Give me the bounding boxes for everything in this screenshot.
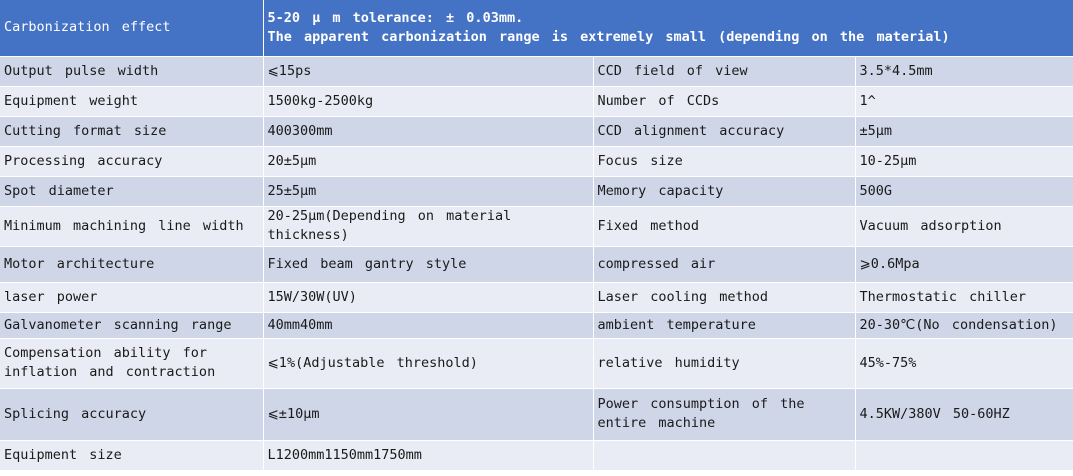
spec-label: Spot diameter [0,176,263,206]
spec-label: Memory capacity [593,176,855,206]
spec-value: ±5μm [855,116,1073,146]
spec-value: ⩽1%(Adjustable threshold) [263,338,593,388]
spec-label: Cutting format size [0,116,263,146]
spec-label: Power consumption of the entire machine [593,388,855,440]
header-value-line2: The apparent carbonization range is extremely small (depending on the material) [267,28,950,45]
spec-label: laser power [0,282,263,312]
spec-label: relative humidity [593,338,855,388]
spec-label: Motor architecture [0,246,263,282]
spec-label: Splicing accuracy [0,388,263,440]
spec-label: ambient temperature [593,312,855,338]
spec-value: ⩽±10μm [263,388,593,440]
spec-label: CCD field of view [593,56,855,86]
spec-value: 3.5*4.5mm [855,56,1073,86]
spec-value: 10-25μm [855,146,1073,176]
spec-label: Minimum machining line width [0,206,263,246]
spec-value: 45%-75% [855,338,1073,388]
header-value [263,0,1073,56]
spec-value: L1200mm1150mm1750mm [263,440,593,470]
spec-label [593,440,855,470]
table-row [0,312,1073,338]
spec-value: 4.5KW/380V 50-60HZ [855,388,1073,440]
spec-value: 20±5μm [263,146,593,176]
spec-value: 500G [855,176,1073,206]
spec-label: Processing accuracy [0,146,263,176]
spec-value: 40mm40mm [263,312,593,338]
spec-value: ⩾0.6Mpa [855,246,1073,282]
spec-value: 20-30℃(No condensation) [855,312,1073,338]
table-row [0,388,1073,440]
spec-label: Compensation ability for inflation and contraction [0,338,263,388]
spec-label: Galvanometer scanning range [0,312,263,338]
table-row [0,338,1073,388]
spec-label: Output pulse width [0,56,263,86]
spec-label: compressed air [593,246,855,282]
header-row [0,0,1073,56]
spec-label: Laser cooling method [593,282,855,312]
spec-value: 15W/30W(UV) [263,282,593,312]
spec-value: Fixed beam gantry style [263,246,593,282]
spec-value: Thermostatic chiller [855,282,1073,312]
table-row [0,86,1073,116]
header-label: Carbonization effect [0,0,263,56]
table-row [0,246,1073,282]
table-row [0,176,1073,206]
spec-value: ⩽15ps [263,56,593,86]
table-row [0,282,1073,312]
table-row [0,206,1073,246]
spec-label: CCD alignment accuracy [593,116,855,146]
header-value-line1: 5-20 μ m tolerance: ± 0.03mm. [267,9,524,26]
spec-value [855,440,1073,470]
spec-value: Vacuum adsorption [855,206,1073,246]
spec-label: Equipment size [0,440,263,470]
table-row [0,116,1073,146]
spec-value: 20-25μm(Depending on material thickness) [263,206,593,246]
spec-label: Number of CCDs [593,86,855,116]
spec-label: Equipment weight [0,86,263,116]
spec-value: 400300mm [263,116,593,146]
spec-value: 25±5μm [263,176,593,206]
spec-label: Fixed method [593,206,855,246]
spec-value: 1^ [855,86,1073,116]
spec-value: 1500kg-2500kg [263,86,593,116]
table-row [0,56,1073,86]
table-row [0,146,1073,176]
table-row [0,440,1073,470]
spec-label: Focus size [593,146,855,176]
